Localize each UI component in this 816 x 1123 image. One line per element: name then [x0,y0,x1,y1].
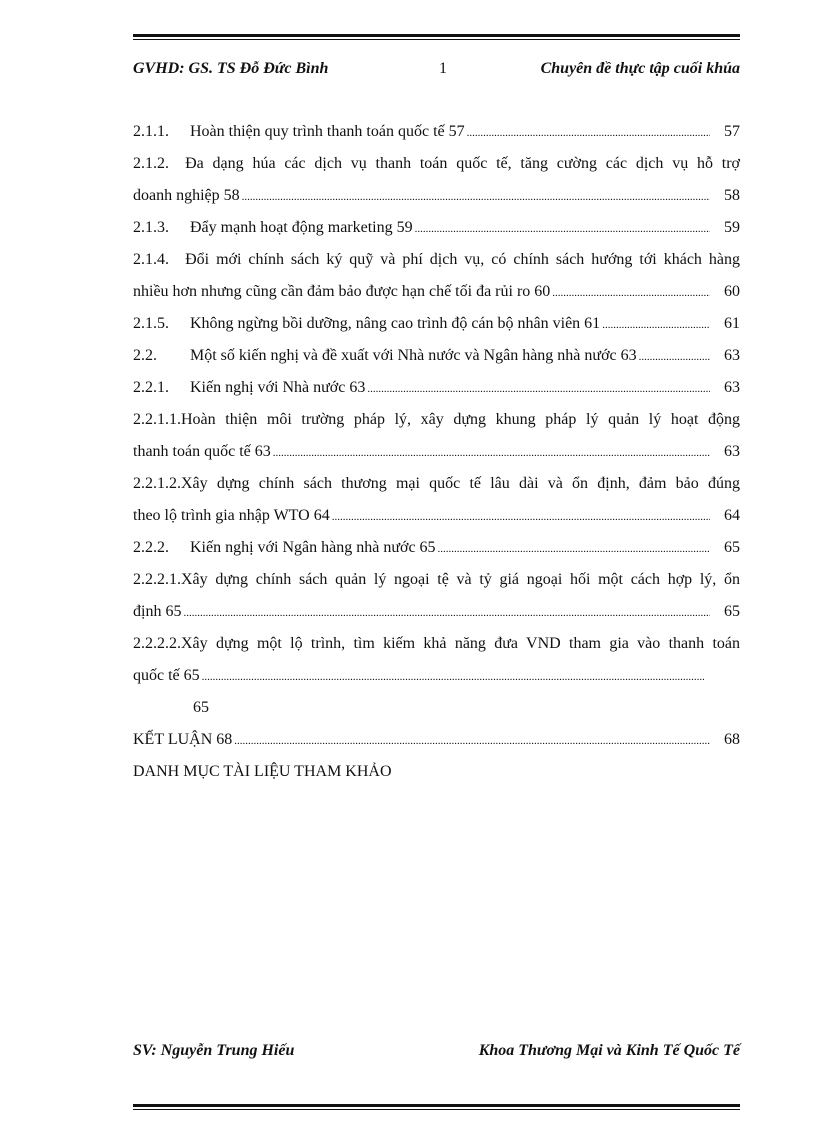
toc-entry-page-line [133,694,740,726]
toc-entry-page: 65 [724,603,740,620]
toc-entry-title: Không ngừng bồi dưỡng, nâng cao trình độ cán bộ nhân viên 61 [190,315,601,332]
toc-entry-title: Đổi mới chính sách ký quỹ và phí dịch vụ, có chính sách hướng tới khách hàng [185,251,740,268]
page-number: 1 [439,60,447,77]
dot-leader [332,502,710,531]
toc-entry-number: 2.2.1.2. [133,475,181,492]
dot-leader [242,182,710,211]
toc-entry-page: 68 [724,731,740,748]
toc-entry-title: Xây dựng chính sách quản lý ngoại tệ và tỷ giá ngoại hối một cách hợp lý, ổn [181,571,740,588]
dot-leader [438,534,710,563]
toc-entry[interactable] [133,246,740,278]
toc-entry[interactable] [133,118,740,150]
toc-entry-title: Kiến nghị với Nhà nước 63 [190,379,366,396]
dot-leader [639,342,710,371]
toc-entry-continuation[interactable] [133,502,740,534]
toc-entry-page: 61 [724,315,740,332]
footer-faculty: Khoa Thương Mại và Kinh Tế Quốc Tế [478,1042,740,1059]
header-rule [133,34,740,40]
toc-entry[interactable] [133,470,740,502]
toc-entry-continuation[interactable] [133,598,740,630]
table-of-contents [133,118,740,790]
toc-entry[interactable] [133,406,740,438]
toc-entry-page: 63 [724,443,740,460]
dot-leader [202,662,704,691]
toc-entry[interactable] [133,342,740,374]
toc-entry-page: 63 [724,347,740,364]
toc-entry-title: Đẩy mạnh hoạt động marketing 59 [190,219,413,236]
toc-entry-continuation[interactable] [133,662,740,694]
toc-entry-title: Một số kiến nghị và đề xuất với Nhà nước và Ngân hàng nhà nước 63 [190,347,637,364]
header-report-title: Chuyên đề thực tập cuối khúa [540,60,740,77]
toc-entry-page: 57 [724,123,740,140]
footer-rule [133,1104,740,1110]
toc-entry[interactable] [133,214,740,246]
toc-entry[interactable] [133,758,740,790]
toc-entry-number: 2.1.3. [133,219,169,236]
page-footer [133,1042,740,1066]
toc-entry-number: 2.2.1.1. [133,411,181,428]
toc-entry-title-cont: thanh toán quốc tế 63 [133,443,271,460]
toc-entry-page: 58 [724,187,740,204]
toc-entry-continuation[interactable] [133,438,740,470]
toc-entry[interactable] [133,630,740,662]
toc-entry[interactable] [133,534,740,566]
toc-entry[interactable] [133,374,740,406]
toc-entry-title-cont: định 65 [133,603,182,620]
toc-entry[interactable] [133,566,740,598]
toc-entry-title: Đa dạng húa các dịch vụ thanh toán quốc tế, tăng cường các dịch vụ hỗ trợ [185,155,740,172]
dot-leader [602,310,710,339]
toc-entry-title-cont: quốc tế 65 [133,667,200,684]
toc-entry-title: Kiến nghị với Ngân hàng nhà nước 65 [190,539,436,556]
toc-entry-number: 2.1.2. [133,155,169,172]
toc-entry-number: 2.1.1. [133,123,169,140]
toc-entry[interactable] [133,310,740,342]
toc-entry-title-cont: doanh nghiệp 58 [133,187,240,204]
dot-leader [415,214,710,243]
dot-leader [552,278,710,307]
toc-entry-number: 2.2.2. [133,539,169,556]
toc-entry-title: Xây dựng chính sách thương mại quốc tế lâu dài và ổn định, đảm bảo đúng [181,475,740,492]
dot-leader [183,598,710,627]
toc-entry-title: Hoàn thiện môi trường pháp lý, xây dựng khung pháp lý quản lý hoạt động [181,411,740,428]
toc-entry[interactable] [133,150,740,182]
dot-leader [273,438,710,467]
toc-entry-number: 2.2.2.2. [133,635,181,652]
toc-entry-number: 2.2.2.1. [133,571,181,588]
header-advisor: GVHD: GS. TS Đỗ Đức Bình [133,60,329,77]
toc-entry-title-cont: nhiều hơn nhưng cũng cần đảm bảo được hạn chế tối đa rủi ro 60 [133,283,551,300]
toc-entry-number: 2.2.1. [133,379,169,396]
toc-entry-title: Hoàn thiện quy trình thanh toán quốc tế 57 [190,123,465,140]
toc-entry-number: 2.1.5. [133,315,169,332]
toc-entry-title-cont: theo lộ trình gia nhập WTO 64 [133,507,330,524]
footer-student: SV: Nguyễn Trung Hiếu [133,1042,295,1059]
toc-entry-number: 2.2. [133,347,157,364]
toc-entry-title: Xây dựng một lộ trình, tìm kiếm khả năng đưa VND tham gia vào thanh toán [181,635,740,652]
toc-entry-page: 64 [724,507,740,524]
page-header [133,60,740,84]
toc-entry-continuation[interactable] [133,278,740,310]
toc-entry-title: DANH MỤC TÀI LIỆU THAM KHẢO [133,763,392,780]
toc-entry-page: 63 [724,379,740,396]
toc-entry-continuation[interactable] [133,182,740,214]
toc-entry-title: KẾT LUẬN 68 [133,731,233,748]
toc-entry-page: 59 [724,219,740,236]
toc-entry-page: 65 [193,699,209,716]
toc-entry-number: 2.1.4. [133,251,169,268]
dot-leader [234,726,710,755]
toc-entry-page: 60 [724,283,740,300]
dot-leader [467,118,710,147]
dot-leader [367,374,710,403]
toc-entry-page: 65 [724,539,740,556]
toc-entry[interactable] [133,726,740,758]
